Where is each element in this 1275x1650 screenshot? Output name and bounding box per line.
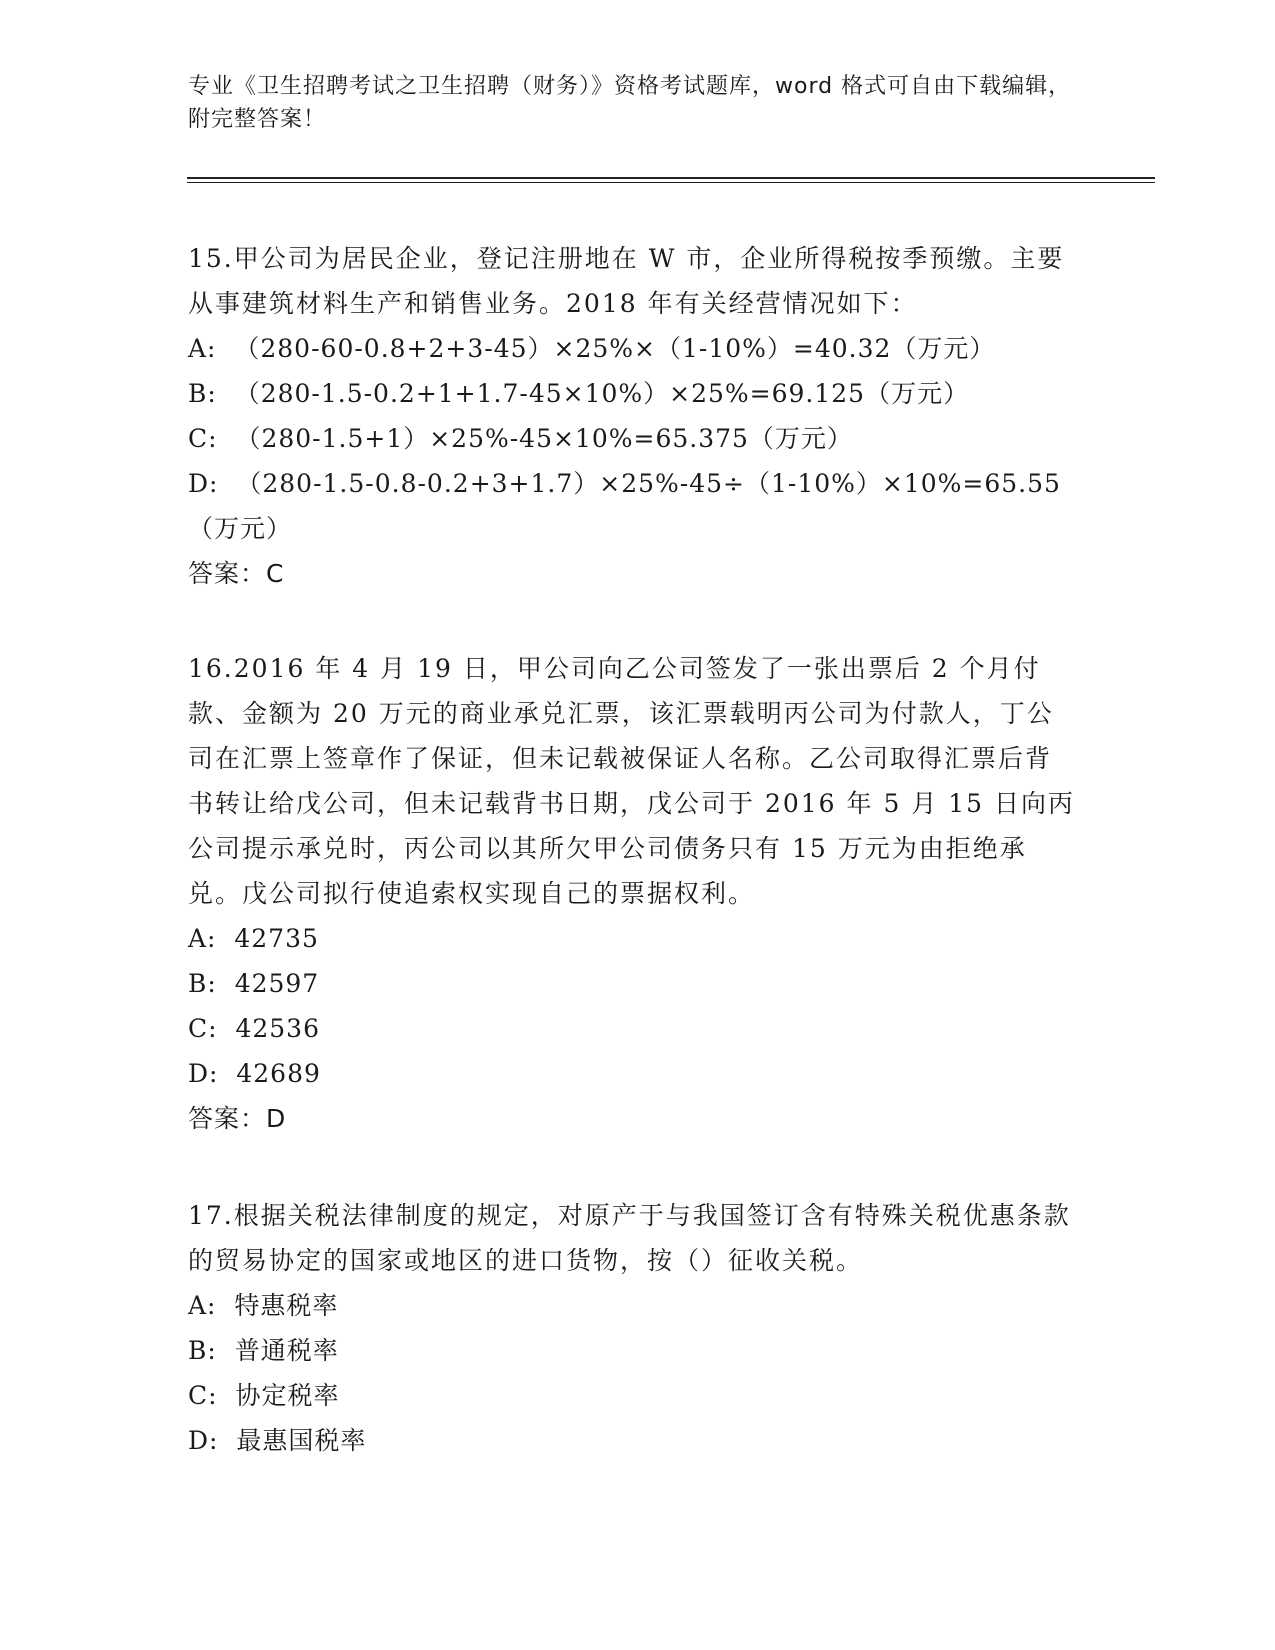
option-d: D: （280-1.5-0.8-0.2+3+1.7）×25%-45÷（1-10%）×10%=65.55（万元） bbox=[188, 469, 1061, 543]
question-stem: 17.根据关税法律制度的规定，对原产于与我国签订含有特殊关税优惠条款的贸易协定的国家或地区的进口货物，按（）征收关税。 bbox=[188, 1201, 1071, 1275]
document-header: 专业《卫生招聘考试之卫生招聘（财务）》资格考试题库，word 格式可自由下载编辑，附完整答案！ bbox=[188, 74, 1072, 132]
option-c: C: （280-1.5+1）×25%-45×10%=65.375（万元） bbox=[188, 424, 853, 453]
option-a: A: 42735 bbox=[188, 924, 319, 953]
header-divider-thin bbox=[187, 182, 1155, 183]
question-15 bbox=[188, 236, 1078, 596]
option-d: D: 最惠国税率 bbox=[188, 1426, 367, 1455]
question-stem: 15.甲公司为居民企业，登记注册地在 W 市，企业所得税按季预缴。主要从事建筑材料生产和销售业务。2018 年有关经营情况如下： bbox=[188, 244, 1065, 318]
option-c: C: 42536 bbox=[188, 1014, 320, 1043]
question-16 bbox=[188, 646, 1078, 1141]
option-a: A: （280-60-0.8+2+3-45）×25%×（1-10%）=40.32（万元） bbox=[188, 334, 996, 363]
question-stem: 16.2016 年 4 月 19 日，甲公司向乙公司签发了一张出票后 2 个月付款、金额为 20 万元的商业承兑汇票，该汇票载明丙公司为付款人，丁公司在汇票上签章作了保证，但未记载被保证人名称。乙公司取得汇票后背书转让给戊公司，但未记载背书日期，戊公司于 2016 年 5 月 15 日向丙公司提示承兑时，丙公司以其所欠甲公司债务只有 15 万元为由拒绝承兑。戊公司拟行使追索权实现自己的票据权利。 bbox=[188, 654, 1076, 908]
option-d: D: 42689 bbox=[188, 1059, 321, 1088]
option-b: B: （280-1.5-0.2+1+1.7-45×10%）×25%=69.125（万元） bbox=[188, 379, 970, 408]
option-c: C: 协定税率 bbox=[188, 1381, 340, 1410]
answer-text: 答案：C bbox=[188, 559, 285, 588]
answer-text: 答案：D bbox=[188, 1104, 287, 1133]
header-divider-thick bbox=[187, 177, 1155, 179]
option-b: B: 普通税率 bbox=[188, 1336, 339, 1365]
option-a: A: 特惠税率 bbox=[188, 1291, 339, 1320]
question-17 bbox=[188, 1193, 1078, 1463]
option-b: B: 42597 bbox=[188, 969, 320, 998]
